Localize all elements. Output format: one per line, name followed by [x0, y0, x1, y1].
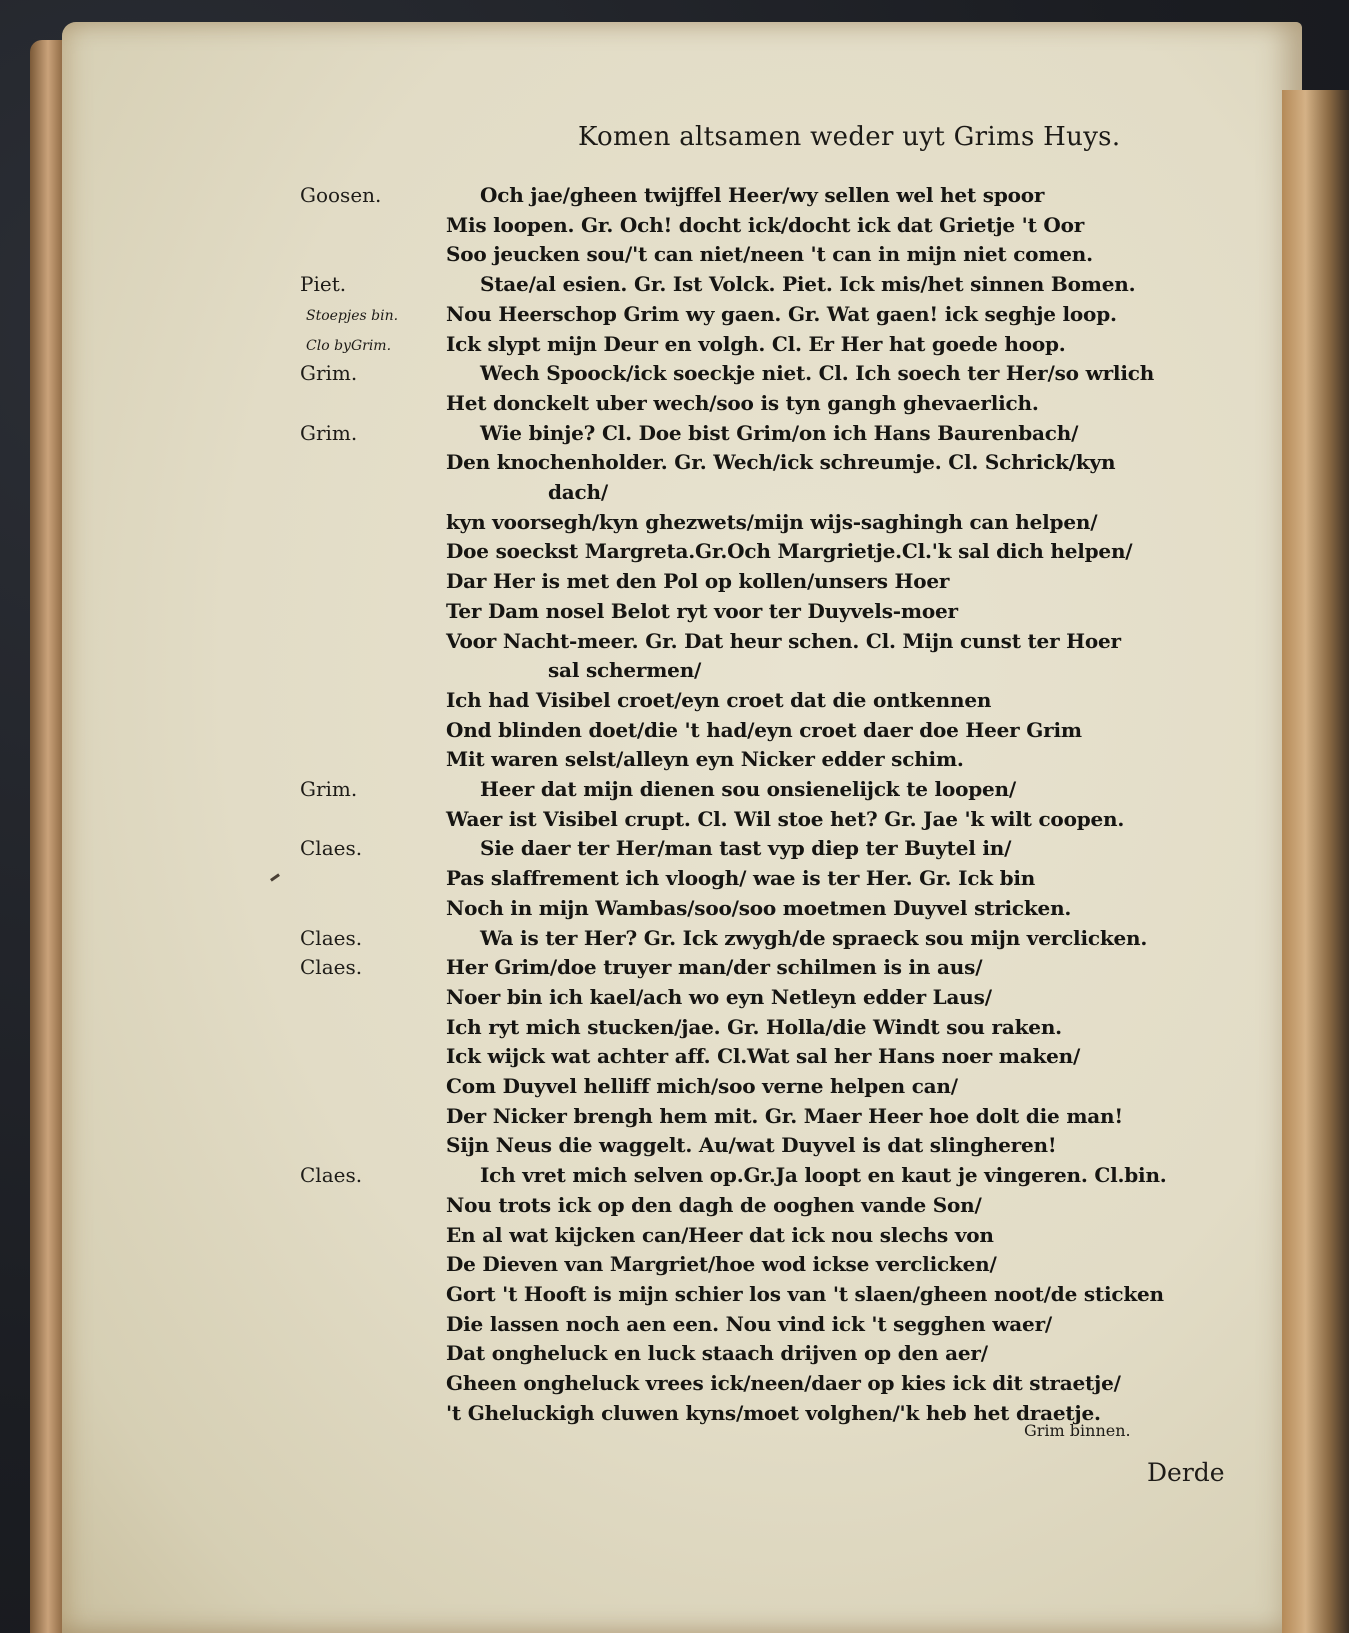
stage-direction: Grim binnen. [1024, 1421, 1131, 1440]
verse-text: Wa is ter Her? Gr. Ick zwygh/de spraeck sou mijn verclicken. [480, 925, 1148, 950]
verse-text: Nou trots ick op den dagh de ooghen vande Son/ [446, 1192, 982, 1217]
speaker-name: Claes. [300, 836, 363, 861]
verse-line [0, 1104, 1349, 1134]
verse-line [0, 718, 1349, 748]
verse-text: sal schermen/ [548, 658, 702, 683]
verse-text: Ich had Visibel croet/eyn croet dat die ontkennen [446, 687, 992, 712]
verse-text: Ich ryt mich stucken/jae. Gr. Holla/die Windt sou raken. [446, 1014, 1062, 1039]
speaker-name: Claes. [300, 925, 363, 950]
verse-line [0, 1074, 1349, 1104]
verse-text: dach/ [548, 480, 608, 504]
verse-text: Noer bin ich kael/ach wo eyn Netleyn edder Laus/ [446, 984, 992, 1009]
verse-text: Pas slaffrement ich vloogh/ wae is ter Her. Gr. Ick bin [446, 866, 1036, 891]
verse-text: Och jae/gheen twijffel Heer/wy sellen wel het spoor [480, 183, 1045, 207]
verse-text: Der Nicker brengh hem mit. Gr. Maer Heer hoe dolt die man! [446, 1103, 1123, 1128]
speaker-name: Clo byGrim. [306, 337, 392, 354]
verse-text: Ick slypt mijn Deur en volgh. Cl. Er Her hat goede hoop. [446, 331, 1066, 356]
verse-text: Den knochenholder. Gr. Wech/ick schreumje. Cl. Schrick/kyn [446, 450, 1116, 475]
speaker-name: Grim. [300, 361, 358, 386]
verse-line [0, 807, 1349, 837]
verse-text: kyn voorsegh/kyn ghezwets/mijn wijs-saghingh can helpen/ [446, 509, 1098, 534]
verse-text: Mis loopen. Gr. Och! docht ick/docht ick dat Grietje 't Oor [446, 212, 1085, 237]
verse-line [0, 332, 1349, 362]
verse-line [0, 688, 1349, 718]
speaker-name: Claes. [300, 1163, 363, 1188]
verse-line [0, 985, 1349, 1015]
verse-line [0, 1282, 1349, 1312]
speaker-name: Claes. [300, 955, 363, 980]
verse-text: Ter Dam nosel Belot ryt voor ter Duyvels-moer [446, 598, 958, 623]
verse-line [0, 1015, 1349, 1045]
verse-text: Ick wijck wat achter aff. Cl.Wat sal her Hans noer maken/ [446, 1044, 1081, 1069]
verse-text: Dat ongheluck en luck staach drijven op den aer/ [446, 1341, 988, 1366]
verse-line [0, 1312, 1349, 1342]
verse-line [0, 539, 1349, 569]
catchword: Derde [1147, 1458, 1225, 1487]
verse-line [0, 658, 1349, 688]
verse-line [0, 272, 1349, 302]
verse-text: De Dieven van Margriet/hoe wod ickse verclicken/ [446, 1252, 997, 1277]
verse-line [0, 866, 1349, 896]
verse-line [0, 1044, 1349, 1074]
verse-line [0, 599, 1349, 629]
verse-line [0, 1133, 1349, 1163]
verse-line [0, 1223, 1349, 1253]
verse-text: Dar Her is met den Pol op kollen/unsers Hoer [446, 569, 950, 594]
verse-text: Voor Nacht-meer. Gr. Dat heur schen. Cl. Mijn cunst ter Hoer [446, 628, 1121, 653]
speaker-name: Piet. [300, 272, 347, 297]
verse-text: Noch in mijn Wambas/soo/soo moetmen Duyvel stricken. [446, 895, 1072, 920]
verse-text: Gheen ongheluck vrees ick/neen/daer op kies ick dit straetje/ [446, 1371, 1121, 1395]
verse-text: Wie binje? Cl. Doe bist Grim/on ich Hans Baurenbach/ [480, 420, 1079, 445]
verse-line [0, 1252, 1349, 1282]
verse-line [0, 629, 1349, 659]
verse-line [0, 1193, 1349, 1223]
verse-line [0, 242, 1349, 272]
verse-line [0, 1163, 1349, 1193]
speaker-name: Grim. [300, 777, 358, 801]
verse-line [0, 1341, 1349, 1371]
verse-line [0, 213, 1349, 243]
verse-line [0, 450, 1349, 480]
verse-line [0, 896, 1349, 926]
verse-text: Doe soeckst Margreta.Gr.Och Margrietje.Cl.'k sal dich helpen/ [446, 539, 1133, 564]
verse-text: Wech Spoock/ick soeckje niet. Cl. Ich soech ter Her/so wrlich [480, 361, 1155, 386]
verse-text: Het donckelt uber wech/soo is tyn gangh ghevaerlich. [446, 390, 1039, 415]
verse-text: En al wat kijcken can/Heer dat ick nou slechs von [446, 1222, 994, 1247]
verse-text: Ond blinden doet/die 't had/eyn croet daer doe Heer Grim [446, 717, 1082, 742]
verse-line [0, 510, 1349, 540]
verse-line [0, 836, 1349, 866]
verse-line [0, 1371, 1349, 1401]
verse-line [0, 361, 1349, 391]
verse-text: Ich vret mich selven op.Gr.Ja loopt en kaut je vingeren. Cl.bin. [480, 1163, 1167, 1188]
verse-line [0, 421, 1349, 451]
verse-line [0, 480, 1349, 510]
verse-text: Com Duyvel helliff mich/soo verne helpen can/ [446, 1074, 958, 1098]
verse-text: Mit waren selst/alleyn eyn Nicker edder schim. [446, 747, 964, 772]
verse-line [0, 1401, 1349, 1431]
verse-line [0, 569, 1349, 599]
speaker-name: Grim. [300, 420, 358, 445]
verse-text: Soo jeucken sou/'t can niet/neen 't can in mijn niet comen. [446, 242, 1093, 267]
verse-text: Die lassen noch aen een. Nou vind ick 't segghen waer/ [446, 1311, 1053, 1336]
verse-line [0, 183, 1349, 213]
verse-text: Gort 't Hooft is mijn schier los van 't slaen/gheen noot/de sticken [446, 1281, 1164, 1306]
verse-text: Stae/al esien. Gr. Ist Volck. Piet. Ick mis/het sinnen Bomen. [480, 272, 1136, 297]
page-header: Komen altsamen weder uyt Grims Huys. [578, 122, 1121, 152]
speaker-name: Stoepjes bin. [306, 307, 399, 324]
verse-line [0, 302, 1349, 332]
verse-text: 't Gheluckigh cluwen kyns/moet volghen/'k heb het draetje. [446, 1400, 1101, 1425]
verse-text: Sijn Neus die waggelt. Au/wat Duyvel is dat slingheren! [446, 1133, 1057, 1158]
verse-text: Nou Heerschop Grim wy gaen. Gr. Wat gaen! ick seghje loop. [446, 301, 1117, 326]
verse-text: Waer ist Visibel crupt. Cl. Wil stoe het? Gr. Jae 'k wilt coopen. [446, 806, 1125, 831]
verse-line [0, 955, 1349, 985]
verse-line [0, 747, 1349, 777]
verse-text: Her Grim/doe truyer man/der schilmen is in aus/ [446, 955, 983, 980]
verse-line [0, 391, 1349, 421]
verse-text: Heer dat mijn dienen sou onsienelijck te loopen/ [480, 777, 1016, 801]
speaker-name: Goosen. [300, 183, 382, 207]
verse-line [0, 926, 1349, 956]
verse-line [0, 777, 1349, 807]
verse-text: Sie daer ter Her/man tast vyp diep ter Buytel in/ [480, 836, 1012, 861]
